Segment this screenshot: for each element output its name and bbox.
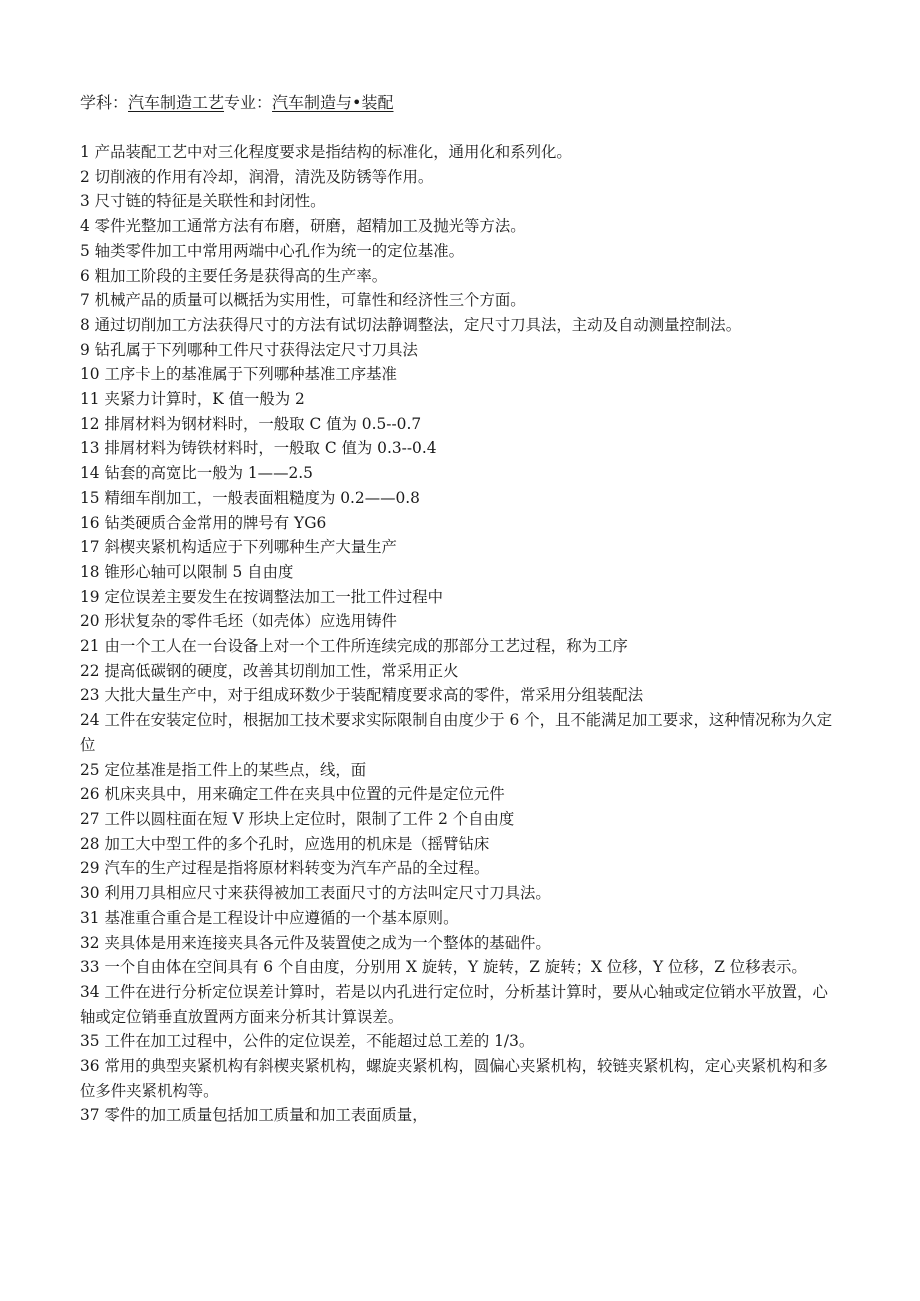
subject-label: 学科： xyxy=(80,93,129,112)
list-item: 10 工序卡上的基准属于下列哪种基准工序基准 xyxy=(80,365,397,384)
list-item: 37 零件的加工质量包括加工质量和加工表面质量， xyxy=(80,1106,428,1125)
list-item: 23 大批大量生产中，对于组成环数少于装配精度要求高的零件，常采用分组装配法 xyxy=(80,686,644,705)
list-item: 3 尺寸链的特征是关联性和封闭性。 xyxy=(80,192,326,211)
major-label: 专业： xyxy=(224,93,273,112)
list-item: 28 加工大中型工件的多个孔时，应选用的机床是（摇臂钻床 xyxy=(80,834,490,853)
question-list xyxy=(80,140,840,1128)
subject-value: 汽车制造工艺 xyxy=(128,93,225,112)
list-item: 8 通过切削加工方法获得尺寸的方法有试切法静调整法，定尺寸刀具法，主动及自动测量控制法。 xyxy=(80,315,742,334)
document-header xyxy=(80,91,394,115)
list-item: 18 锥形心轴可以限制 5 自由度 xyxy=(80,562,294,581)
list-item: 12 排屑材料为钢材料时，一般取 C 值为 0.5--0.7 xyxy=(80,414,422,433)
list-item: 19 定位误差主要发生在按调整法加工一批工件过程中 xyxy=(80,587,444,606)
list-item: 35 工件在加工过程中，公件的定位误差，不能超过总工差的 1/3。 xyxy=(80,1032,535,1051)
list-item: 33 一个自由体在空间具有 6 个自由度，分别用 X 旋转，Y 旋转，Z 旋转；X 位移，Y 位移，Z 位移表示。 xyxy=(80,958,807,977)
list-item: 26 机床夹具中，用来确定工件在夹具中位置的元件是定位元件 xyxy=(80,785,505,804)
list-item: 31 基准重合重合是工程设计中应遵循的一个基本原则。 xyxy=(80,908,459,927)
major-value: 汽车制造与•装配 xyxy=(272,93,394,112)
list-item: 4 零件光整加工通常方法有布磨，研磨，超精加工及抛光等方法。 xyxy=(80,217,526,236)
list-item: 13 排屑材料为铸铁材料时，一般取 C 值为 0.3--0.4 xyxy=(80,439,437,458)
list-item: 21 由一个工人在一台设备上对一个工件所连续完成的那部分工艺过程，称为工序 xyxy=(80,637,628,656)
list-item: 5 轴类零件加工中常用两端中心孔作为统一的定位基准。 xyxy=(80,241,465,260)
list-item: 25 定位基准是指工件上的某些点，线，面 xyxy=(80,760,367,779)
list-item: 14 钻套的高宽比一般为 1——2.5 xyxy=(80,464,313,483)
list-item: 7 机械产品的质量可以概括为实用性，可靠性和经济性三个方面。 xyxy=(80,291,526,310)
list-item: 32 夹具体是用来连接夹具各元件及装置使之成为一个整体的基础件。 xyxy=(80,933,551,952)
list-item: 2 切削液的作用有冷却，润滑，清洗及防锈等作用。 xyxy=(80,167,434,186)
list-item: 15 精细车削加工，一般表面粗糙度为 0.2——0.8 xyxy=(80,488,420,507)
list-item: 24 工件在安装定位时，根据加工技术要求实际限制自由度少于 6 个，且不能满足加工要求，这种情况称为久定位 xyxy=(80,711,833,754)
list-item: 27 工件以圆柱面在短 V 形块上定位时，限制了工件 2 个自由度 xyxy=(80,809,515,828)
list-item: 34 工件在进行分析定位误差计算时，若是以内孔进行定位时，分析基计算时，要从心轴或定位销水平放置，心轴或定位销垂直放置两方面来分析其计算误差。 xyxy=(80,982,828,1026)
list-item: 30 利用刀具相应尺寸来获得被加工表面尺寸的方法叫定尺寸刀具法。 xyxy=(80,884,551,903)
list-item: 22 提高低碳钢的硬度，改善其切削加工性，常采用正火 xyxy=(80,661,459,680)
list-item: 11 夹紧力计算时，K 值一般为 2 xyxy=(80,390,305,409)
list-item: 9 钻孔属于下列哪种工件尺寸获得法定尺寸刀具法 xyxy=(80,340,418,359)
list-item: 16 钻类硬质合金常用的牌号有 YG6 xyxy=(80,513,327,532)
list-item: 29 汽车的生产过程是指将原材料转变为汽车产品的全过程。 xyxy=(80,859,490,878)
list-item: 36 常用的典型夹紧机构有斜楔夹紧机构，螺旋夹紧机构，圆偏心夹紧机构，较链夹紧机构，定心夹紧机构和多位多件夹紧机构等。 xyxy=(80,1057,828,1100)
list-item: 6 粗加工阶段的主要任务是获得高的生产率。 xyxy=(80,266,388,285)
list-item: 20 形状复杂的零件毛坯（如壳体）应选用铸件 xyxy=(80,612,397,631)
list-item: 17 斜楔夹紧机构适应于下列哪种生产大量生产 xyxy=(80,538,397,557)
list-item: 1 产品装配工艺中对三化程度要求是指结构的标准化，通用化和系列化。 xyxy=(80,143,572,161)
